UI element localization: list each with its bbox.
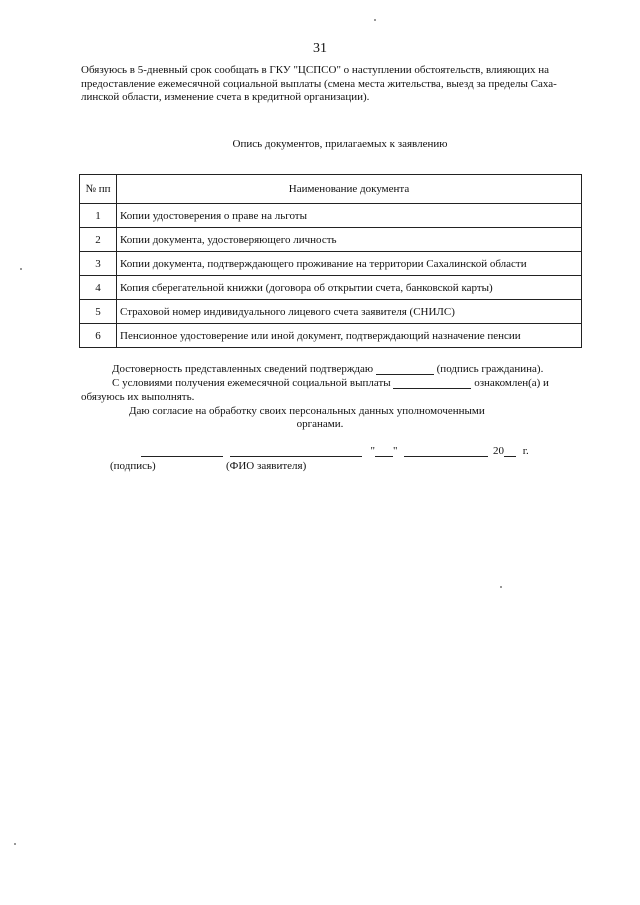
row-number: 6	[80, 324, 117, 348]
conditions-text: С условиями получения ежемесячной социальной выплаты	[112, 377, 391, 389]
scan-speck	[500, 586, 502, 588]
row-document-name: Копии документа, удостоверяющего личность	[117, 228, 582, 252]
quote-close: "	[393, 445, 398, 457]
table-row	[80, 276, 582, 300]
conditions-signature-field[interactable]	[393, 378, 471, 389]
reliability-signature-field[interactable]	[376, 364, 434, 375]
intro-line-3: линской области, изменение счета в кредитной организации).	[81, 91, 370, 103]
scan-speck	[374, 19, 376, 21]
documents-table	[79, 174, 582, 348]
reliability-statement	[112, 363, 543, 375]
year-field[interactable]	[504, 446, 516, 457]
consent-line-2: органами.	[296, 418, 344, 430]
month-field[interactable]	[404, 446, 488, 457]
row-document-name: Пенсионное удостоверение или иной документ, подтверждающий назначение пенсии	[117, 324, 582, 348]
consent-line-1: Даю согласие на обработку своих персональных данных уполномоченными	[129, 405, 485, 417]
section-title: Опись документов, прилагаемых к заявлению	[232, 138, 448, 150]
row-number: 1	[80, 204, 117, 228]
row-number: 4	[80, 276, 117, 300]
conditions-statement	[112, 377, 549, 389]
row-number: 5	[80, 300, 117, 324]
row-number: 2	[80, 228, 117, 252]
row-document-name: Страховой номер индивидуального лицевого счета заявителя (СНИЛС)	[117, 300, 582, 324]
year-prefix: 20	[493, 445, 504, 457]
row-document-name: Копии документа, подтверждающего проживание на территории Сахалинской области	[117, 252, 582, 276]
header-number: № пп	[80, 175, 117, 204]
page-number: 31	[313, 41, 327, 56]
scan-speck	[20, 268, 22, 270]
table-row	[80, 204, 582, 228]
signature-row	[141, 445, 529, 457]
table-row	[80, 324, 582, 348]
table-header-row	[80, 175, 582, 204]
row-document-name: Копии удостоверения о праве на льготы	[117, 204, 582, 228]
row-number: 3	[80, 252, 117, 276]
reliability-text: Достоверность представленных сведений подтверждаю	[112, 363, 374, 375]
header-document-name: Наименование документа	[117, 175, 582, 204]
intro-line-2: предоставление ежемесячной социальной выплаты (смена места жительства, выезд за пределы Саха-	[81, 77, 557, 90]
fio-caption: (ФИО заявителя)	[226, 460, 307, 472]
conditions-line-2: обязуюсь их выполнять.	[81, 391, 195, 403]
year-suffix: г.	[522, 445, 529, 457]
row-document-name: Копия сберегательной книжки (договора об открытии счета, банковской карты)	[117, 276, 582, 300]
table-row	[80, 300, 582, 324]
signature-field[interactable]	[141, 446, 223, 457]
fio-field[interactable]	[230, 446, 362, 457]
reliability-caption: (подпись гражданина).	[436, 363, 544, 375]
day-field[interactable]	[375, 446, 393, 457]
quote-open: "	[370, 445, 375, 457]
table-row	[80, 252, 582, 276]
signature-caption: (подпись)	[110, 460, 156, 472]
intro-line-1: Обязуюсь в 5-дневный срок сообщать в ГКУ "ЦСПСО" о наступлении обстоятельств, влияющих на	[81, 64, 550, 76]
conditions-text-suffix: ознакомлен(а) и	[474, 377, 549, 389]
table-row	[80, 228, 582, 252]
scan-speck	[14, 843, 16, 845]
intro-paragraph	[81, 64, 591, 105]
